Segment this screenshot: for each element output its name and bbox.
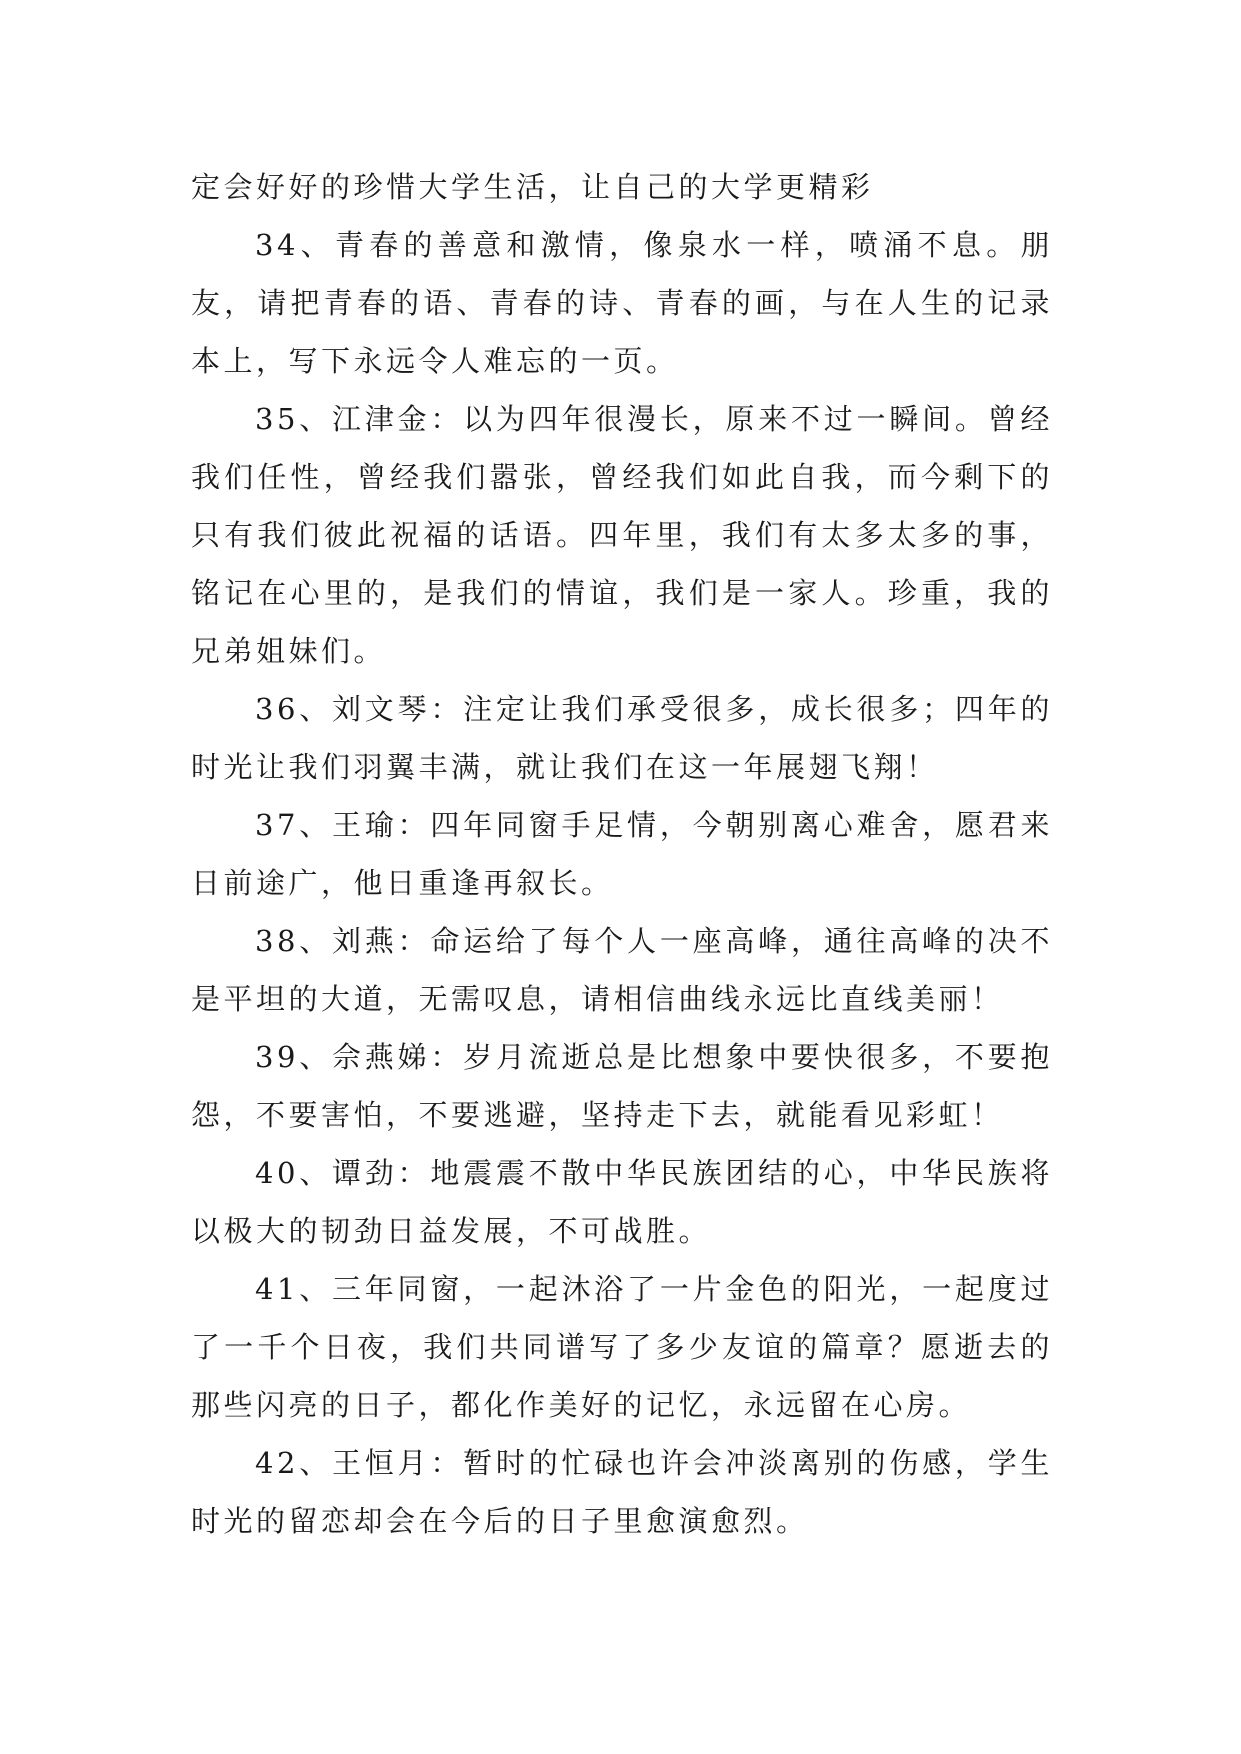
paragraph-39: 39、佘燕娣：岁月流逝总是比想象中要快很多，不要抱怨，不要害怕，不要逃避，坚持走下去，就能看见彩虹！	[191, 1040, 1053, 1132]
paragraph-41: 41、三年同窗，一起沐浴了一片金色的阳光，一起度过了一千个日夜，我们共同谱写了多少友谊的篇章？愿逝去的那些闪亮的日子，都化作美好的记忆，永远留在心房。	[191, 1272, 1053, 1422]
paragraph-38: 38、刘燕：命运给了每个人一座高峰，通往高峰的决不是平坦的大道，无需叹息，请相信曲线永远比直线美丽！	[191, 924, 1053, 1016]
paragraph-34: 34、青春的善意和激情，像泉水一样，喷涌不息。朋友，请把青春的语、青春的诗、青春的画，与在人生的记录本上，写下永远令人难忘的一页。	[191, 228, 1053, 378]
paragraph-36: 36、刘文琴：注定让我们承受很多，成长很多；四年的时光让我们羽翼丰满，就让我们在这一年展翅飞翔！	[191, 692, 1053, 784]
paragraph-40: 40、谭劲：地震震不散中华民族团结的心，中华民族将以极大的韧劲日益发展，不可战胜。	[191, 1156, 1053, 1248]
paragraph-37: 37、王瑜：四年同窗手足情，今朝别离心难舍，愿君来日前途广，他日重逢再叙长。	[191, 808, 1053, 900]
document-body	[191, 158, 1053, 1550]
paragraph-continuation: 定会好好的珍惜大学生活，让自己的大学更精彩	[191, 170, 874, 204]
paragraph-42: 42、王恒月：暂时的忙碌也许会冲淡离别的伤感，学生时光的留恋却会在今后的日子里愈演愈烈。	[191, 1446, 1053, 1538]
paragraph-35: 35、江津金：以为四年很漫长，原来不过一瞬间。曾经我们任性，曾经我们嚣张，曾经我们如此自我，而今剩下的只有我们彼此祝福的话语。四年里，我们有太多太多的事，铭记在心里的，是我们的情谊，我们是一家人。珍重，我的兄弟姐妹们。	[191, 402, 1053, 668]
